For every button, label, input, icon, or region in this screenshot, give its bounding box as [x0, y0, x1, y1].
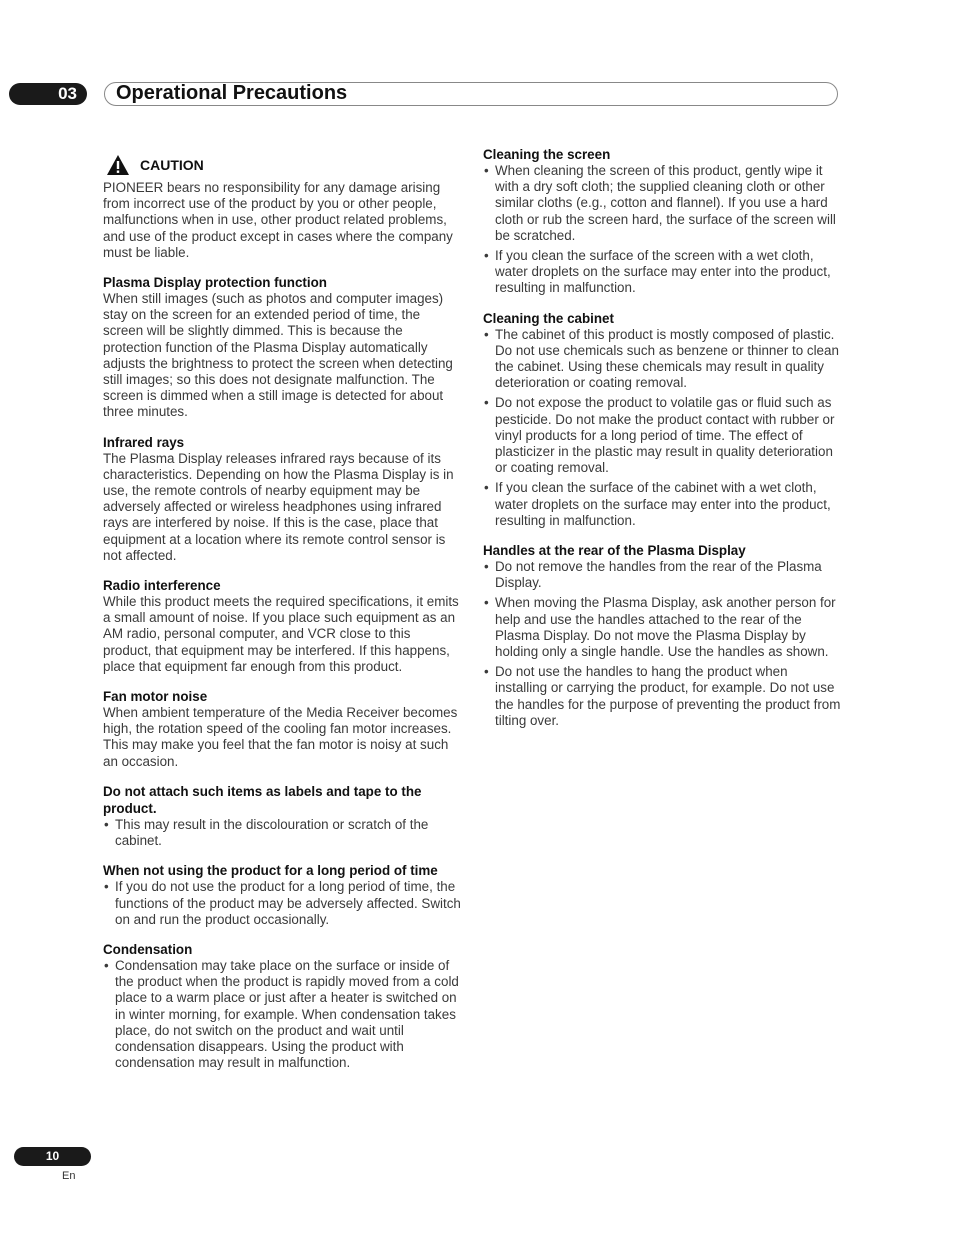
section-heading: Plasma Display protection function — [103, 275, 327, 291]
bullet-list — [483, 327, 841, 529]
section-heading: Do not attach such items as labels and tape to the product. — [103, 783, 422, 816]
section-text: While this product meets the required specifications, it emits a small amount of noise. If you place such equipment as an AM radio, personal computer, and VCR close to this product, that equipment may be interfered. If this happens, place that equipment far enough from this product. — [103, 594, 459, 674]
bullet-item: • Do not remove the handles from the rear of the Plasma Display. — [483, 559, 841, 591]
bullet-item: • Do not expose the product to volatile gas or fluid such as pesticide. Do not make the product contact with rubber or vinyl products for a long period of time. The effect of plasticizer in the plastic may result in quality deterioration or coating removal. — [483, 395, 841, 476]
language-code: En — [62, 1170, 76, 1182]
section-heading: Radio interference — [103, 578, 221, 594]
section-heading: Infrared rays — [103, 434, 185, 450]
bullet-list — [103, 958, 461, 1071]
section-heading: Condensation — [103, 941, 193, 957]
right-column — [483, 146, 841, 742]
section-radio-interference — [103, 577, 461, 675]
section-labels-tape — [103, 783, 461, 849]
bullet-item: • Condensation may take place on the surface or inside of the product when the product is rapidly moved from a cold place to a warm place or just after a heater is switched on in winter morning, for example. When condensation takes place, do not switch on the product and wait until condensation disappears. Using the product with condensation may result in malfunction. — [103, 958, 461, 1071]
chapter-number-badge: 03 — [9, 83, 87, 105]
bullet-item: • If you clean the surface of the screen with a wet cloth, water droplets on the surface may enter into the product, resulting in malfunction. — [483, 248, 841, 297]
section-cleaning-screen — [483, 146, 841, 297]
section-infrared-rays — [103, 434, 461, 564]
left-column — [103, 153, 461, 1084]
bullet-item: • When moving the Plasma Display, ask another person for help and use the handles attached to the rear of the Plasma Display. Do not move the Plasma Display by holding only a single handle. Use the handles as shown. — [483, 595, 841, 660]
section-handles — [483, 542, 841, 729]
section-text: When ambient temperature of the Media Receiver becomes high, the rotation speed of the cooling fan motor increases. This may make you feel that the fan motor is noisy at such an occasion. — [103, 705, 458, 769]
caution-label: CAUTION — [140, 156, 204, 173]
section-heading: Cleaning the cabinet — [483, 310, 614, 326]
bullet-item: • If you clean the surface of the cabinet with a wet cloth, water droplets on the surface may enter into the product, resulting in malfunction. — [483, 480, 841, 529]
section-text: The Plasma Display releases infrared rays because of its characteristics. Depending on how the Plasma Display is in use, the remote controls of nearby equipment may be adversely affected or wireless headphones using infrared rays are interfered by noise. If this is the case, place that equipment at a location where its remote control sensor is not affected. — [103, 450, 454, 563]
section-heading: Handles at the rear of the Plasma Display — [483, 543, 746, 559]
section-condensation — [103, 941, 461, 1071]
caution-text: PIONEER bears no responsibility for any damage arising from incorrect use of the product by you or other people, malfunctions when in use, other product related problems, and use of the product except in cases where the company must be liable. — [103, 180, 453, 260]
warning-icon — [106, 154, 130, 176]
section-text: When still images (such as photos and computer images) stay on the screen for an extended period of time, the screen will be slightly dimmed. This is because the protection function of the Plasma Display automatically adjusts the brightness to protect the screen when detecting still images; so this does not designate malfunction. The screen is dimmed when a still image is detected for about three minutes. — [103, 291, 453, 420]
bullet-item: • If you do not use the product for a long period of time, the functions of the product may be adversely affected. Switch on and run the product occasionally. — [103, 879, 461, 928]
bullet-item: • This may result in the discolouration or scratch of the cabinet. — [103, 817, 461, 849]
section-heading: When not using the product for a long period of time — [103, 863, 438, 879]
section-cleaning-cabinet — [483, 310, 841, 529]
bullet-list — [103, 817, 461, 849]
section-long-period — [103, 862, 461, 928]
page-title: Operational Precautions — [116, 82, 348, 104]
page-number-badge: 10 — [14, 1147, 91, 1166]
section-plasma-protection — [103, 274, 461, 421]
bullet-item: • Do not use the handles to hang the product when installing or carrying the product, for example. Do not use the handles for the purpose of preventing the product from tilting over. — [483, 664, 841, 729]
caution-section — [103, 153, 461, 261]
bullet-item: • The cabinet of this product is mostly composed of plastic. Do not use chemicals such as benzene or thinner to clean the cabinet. Using these chemicals may result in quality deterioration or coating removal. — [483, 327, 841, 392]
section-heading: Cleaning the screen — [483, 147, 611, 162]
bullet-list — [483, 559, 841, 729]
bullet-item: • When cleaning the screen of this product, gently wipe it with a dry soft cloth; the supplied cleaning cloth or other similar cloths (e.g., cotton and flannel). If you use a hard cloth or rub the screen hard, the surface of the screen will be scratched. — [483, 163, 841, 244]
bullet-list — [103, 879, 461, 928]
caution-heading — [103, 153, 461, 177]
section-heading: Fan motor noise — [103, 689, 208, 705]
bullet-list — [483, 163, 841, 297]
section-fan-motor-noise — [103, 688, 461, 770]
